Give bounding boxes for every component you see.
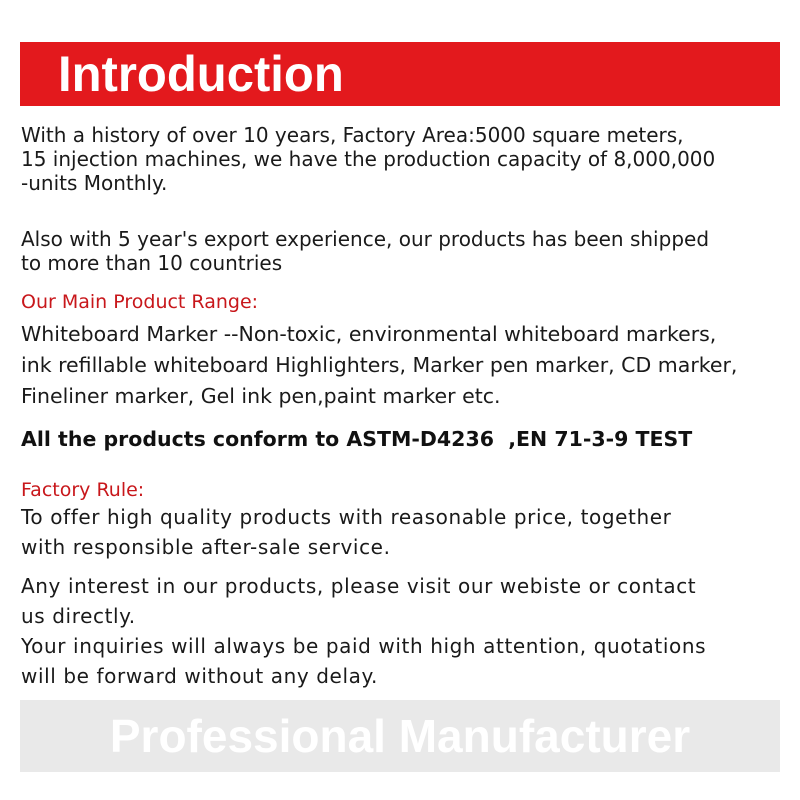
header-banner bbox=[20, 42, 780, 106]
footer-banner bbox=[20, 700, 780, 772]
export-line: to more than 10 countries bbox=[21, 251, 283, 275]
footer-title: Professional Manufacturer bbox=[109, 710, 691, 762]
intro-paragraph bbox=[21, 123, 715, 195]
export-line: Also with 5 year's export experience, our products has been shipped bbox=[21, 227, 710, 251]
contact-line: Your inquiries will always be paid with high attention, quotations bbox=[21, 634, 707, 658]
export-paragraph bbox=[21, 227, 709, 275]
page-title: Introduction bbox=[58, 46, 344, 102]
contact-paragraph bbox=[21, 571, 706, 691]
compliance-statement: All the products conform to ASTM-D4236 ,EN 71-3-9 TEST bbox=[21, 427, 693, 451]
intro-line: With a history of over 10 years, Factory Area:5000 square meters, bbox=[21, 123, 684, 147]
product-range-line: ink refillable whiteboard Highlighters, Marker pen marker, CD marker, bbox=[21, 353, 738, 377]
contact-line: will be forward without any delay. bbox=[21, 664, 379, 688]
factory-rule-line: with responsible after-sale service. bbox=[21, 535, 391, 559]
product-range-paragraph bbox=[21, 319, 737, 412]
product-range-line: Whiteboard Marker --Non-toxic, environmental whiteboard markers, bbox=[21, 322, 717, 346]
factory-rule-paragraph bbox=[21, 502, 672, 562]
intro-line: -units Monthly. bbox=[21, 171, 168, 195]
contact-line: us directly. bbox=[21, 604, 136, 628]
product-range-label: Our Main Product Range: bbox=[21, 291, 259, 313]
product-range-line: Fineliner marker, Gel ink pen,paint marker etc. bbox=[21, 384, 501, 408]
contact-line: Any interest in our products, please visit our webiste or contact bbox=[21, 574, 697, 598]
factory-rule-label: Factory Rule: bbox=[21, 479, 145, 501]
factory-rule-line: To offer high quality products with reasonable price, together bbox=[21, 505, 672, 529]
intro-line: 15 injection machines, we have the production capacity of 8,000,000 bbox=[21, 147, 716, 171]
